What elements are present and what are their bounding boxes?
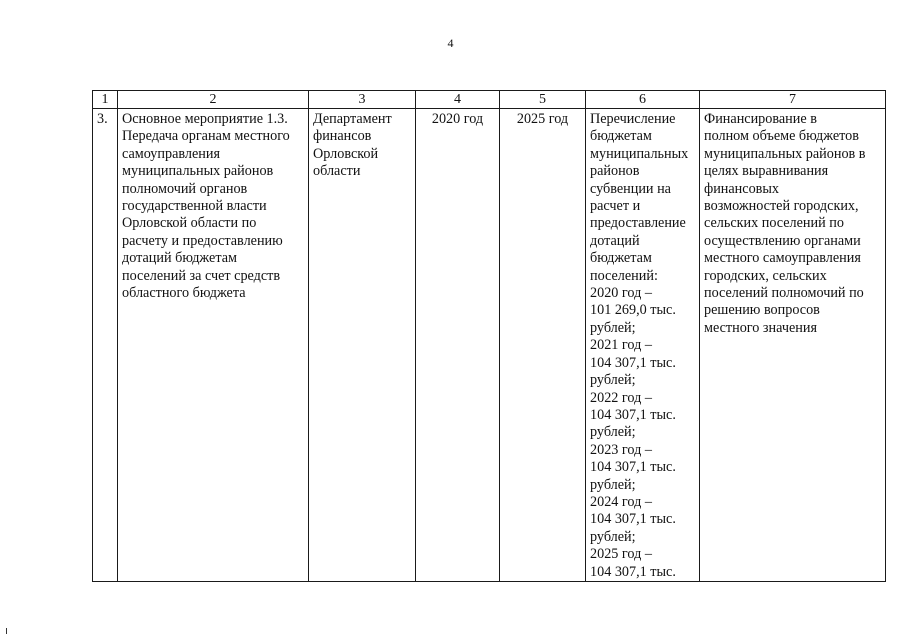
column-header-7: 7: [700, 91, 886, 109]
cell-text-line: Перечисление: [590, 111, 676, 127]
cell-text-line: 104 307,1 тыс.: [590, 354, 676, 371]
cell-text-line: 2020 год –: [590, 285, 652, 302]
cell-text-line: муниципальных: [590, 145, 689, 162]
column-header-3: 3: [309, 91, 416, 109]
cell-text-line: финансовых: [704, 180, 779, 197]
cell-text-line: районов: [590, 163, 640, 180]
cell-text-line: 2021 год –: [590, 337, 652, 354]
cell-text-line: поселений:: [590, 267, 658, 284]
cell-text-line: самоуправления: [122, 145, 220, 162]
start-year-cell: 2020 год: [416, 109, 500, 582]
cell-text-line: сельских поселений по: [704, 215, 844, 232]
cell-text-line: расчету и предоставлению: [122, 232, 283, 249]
cell-text-line: бюджетам: [590, 250, 652, 267]
cell-text-line: областного бюджета: [122, 285, 246, 302]
cell-text-line: городских, сельских: [704, 267, 827, 284]
cell-text-line: области: [313, 163, 361, 180]
cell-text-line: муниципальных районов: [122, 163, 274, 180]
cell-text-line: муниципальных районов в: [704, 145, 866, 162]
cell-text-line: 104 307,1 тыс.: [590, 563, 676, 580]
table-row: [93, 109, 886, 582]
cell-text-line: 101 269,0 тыс.: [590, 302, 676, 319]
responsible-executor-cell: [309, 109, 416, 582]
end-year-cell: 2025 год: [500, 109, 586, 582]
cell-text-line: рублей;: [590, 319, 636, 336]
cell-text-line: полном объеме бюджетов: [704, 128, 859, 145]
cell-text-line: 104 307,1 тыс.: [590, 511, 676, 528]
cell-text-line: 2022 год –: [590, 389, 652, 406]
cell-text-line: возможностей городских,: [704, 198, 859, 215]
cell-text-line: местного значения: [704, 319, 817, 336]
cell-text-line: Передача органам местного: [122, 128, 290, 145]
cell-text-line: поселений за счет средств: [122, 267, 281, 284]
cell-text-line: Основное мероприятие 1.3.: [122, 111, 288, 127]
margin-mark: [6, 628, 7, 634]
column-header-5: 5: [500, 91, 586, 109]
cell-text-line: поселений полномочий по: [704, 285, 864, 302]
cell-text-line: осуществлению органами: [704, 232, 861, 249]
cell-text-line: субвенции на: [590, 180, 671, 197]
cell-text-line: Орловской: [313, 145, 379, 162]
cell-text-line: решению вопросов: [704, 302, 820, 319]
page-number: 4: [447, 36, 454, 50]
expected-result-cell: [700, 109, 886, 582]
cell-text-line: 2024 год –: [590, 493, 652, 510]
cell-text-line: государственной власти: [122, 198, 267, 215]
cell-text-line: Орловской области по: [122, 215, 257, 232]
cell-text-line: рублей;: [590, 424, 636, 441]
cell-text-line: рублей;: [590, 372, 636, 389]
column-header-4: 4: [416, 91, 500, 109]
column-header-6: 6: [586, 91, 700, 109]
cell-text-line: Финансирование в: [704, 111, 817, 127]
program-activities-table: [92, 90, 886, 582]
activity-content-cell: [586, 109, 700, 582]
cell-text-line: местного самоуправления: [704, 250, 861, 267]
cell-text-line: целях выравнивания: [704, 163, 829, 180]
column-header-1: 1: [93, 91, 118, 109]
activity-name-cell: [118, 109, 309, 582]
row-number-cell: 3.: [93, 109, 118, 582]
cell-text-line: предоставление: [590, 215, 686, 232]
column-header-2: 2: [118, 91, 309, 109]
cell-text-line: расчет и: [590, 198, 641, 215]
cell-text-line: рублей;: [590, 476, 636, 493]
column-number-row: [93, 91, 886, 109]
cell-text-line: дотаций: [590, 232, 640, 249]
cell-text-line: бюджетам: [590, 128, 652, 145]
cell-text-line: 2025 год –: [590, 546, 652, 563]
cell-text-line: 2023 год –: [590, 441, 652, 458]
cell-text-line: полномочий органов: [122, 180, 248, 197]
cell-text-line: дотаций бюджетам: [122, 250, 237, 267]
cell-text-line: 104 307,1 тыс.: [590, 459, 676, 476]
cell-text-line: финансов: [313, 128, 372, 145]
cell-text-line: рублей;: [590, 528, 636, 545]
cell-text-line: 104 307,1 тыс.: [590, 406, 676, 423]
cell-text-line: Департамент: [313, 111, 392, 127]
